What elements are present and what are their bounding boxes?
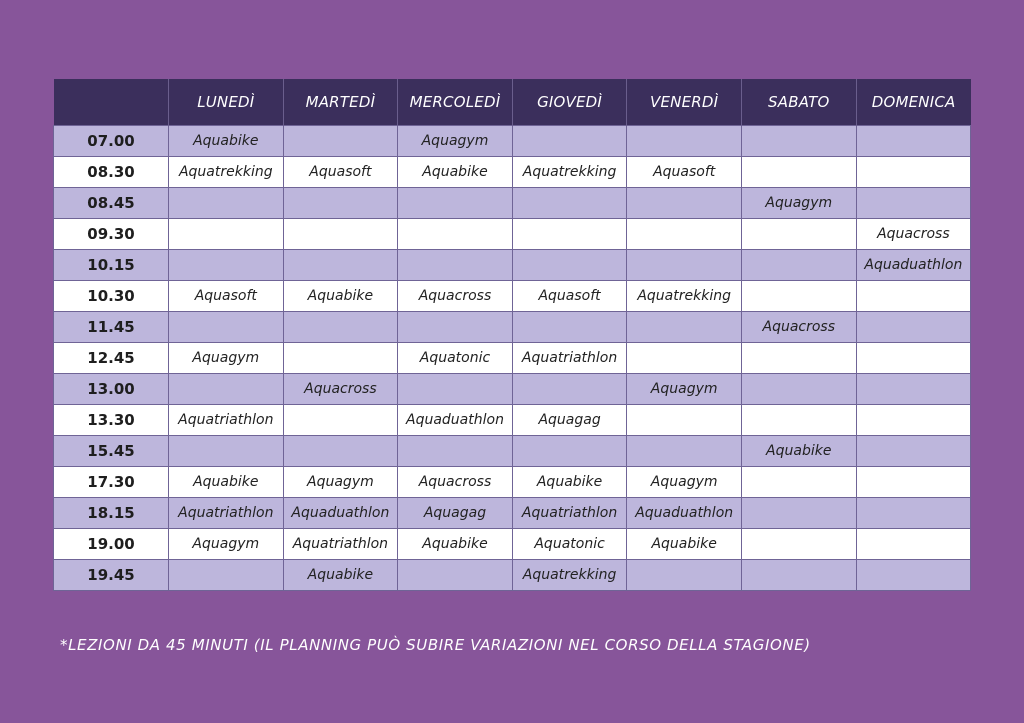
class-cell — [512, 374, 627, 405]
class-cell — [741, 560, 856, 591]
class-cell: Aquabike — [398, 157, 513, 188]
class-cell — [169, 436, 284, 467]
class-cell — [741, 126, 856, 157]
class-cell: Aquatonic — [398, 343, 513, 374]
class-cell — [856, 343, 971, 374]
table-row — [54, 126, 971, 157]
time-cell: 13.00 — [54, 374, 169, 405]
class-cell: Aquatrekking — [627, 281, 742, 312]
time-cell: 19.00 — [54, 529, 169, 560]
class-cell — [627, 343, 742, 374]
class-cell: Aquasoft — [512, 281, 627, 312]
class-cell: Aquatriathlon — [283, 529, 398, 560]
schedule-table — [53, 79, 971, 591]
class-cell — [856, 529, 971, 560]
class-cell — [741, 529, 856, 560]
class-cell: Aquaduathlon — [398, 405, 513, 436]
class-cell: Aquagym — [741, 188, 856, 219]
table-row — [54, 560, 971, 591]
header-day-monday: LUNEDÌ — [169, 79, 284, 126]
class-cell — [627, 250, 742, 281]
class-cell: Aquatriathlon — [512, 498, 627, 529]
time-cell: 10.15 — [54, 250, 169, 281]
class-cell: Aquagym — [169, 343, 284, 374]
table-row — [54, 219, 971, 250]
class-cell — [512, 250, 627, 281]
class-cell — [512, 126, 627, 157]
class-cell: Aquatrekking — [169, 157, 284, 188]
header-row — [54, 79, 971, 126]
class-cell — [283, 312, 398, 343]
class-cell — [856, 374, 971, 405]
header-day-sunday: DOMENICA — [856, 79, 971, 126]
table-row — [54, 250, 971, 281]
class-cell: Aquatriathlon — [169, 405, 284, 436]
time-cell: 08.30 — [54, 157, 169, 188]
class-cell: Aquagym — [627, 467, 742, 498]
class-cell — [283, 250, 398, 281]
table-row — [54, 343, 971, 374]
header-day-wednesday: MERCOLEDÌ — [398, 79, 513, 126]
header-time — [54, 79, 169, 126]
class-cell: Aquacross — [283, 374, 398, 405]
class-cell — [741, 281, 856, 312]
time-cell: 09.30 — [54, 219, 169, 250]
class-cell: Aquaduathlon — [856, 250, 971, 281]
class-cell — [398, 436, 513, 467]
class-cell — [398, 312, 513, 343]
class-cell: Aquabike — [169, 467, 284, 498]
class-cell: Aquasoft — [627, 157, 742, 188]
class-cell — [856, 157, 971, 188]
class-cell: Aquagym — [283, 467, 398, 498]
class-cell — [856, 560, 971, 591]
class-cell — [856, 126, 971, 157]
class-cell: Aquacross — [741, 312, 856, 343]
class-cell: Aquabike — [741, 436, 856, 467]
class-cell — [856, 188, 971, 219]
class-cell: Aquatriathlon — [169, 498, 284, 529]
class-cell — [512, 312, 627, 343]
header-day-saturday: SABATO — [741, 79, 856, 126]
schedule-body — [54, 126, 971, 591]
class-cell: Aquagag — [512, 405, 627, 436]
class-cell — [283, 343, 398, 374]
class-cell — [512, 188, 627, 219]
class-cell — [169, 560, 284, 591]
class-cell — [398, 560, 513, 591]
class-cell — [398, 188, 513, 219]
class-cell — [512, 436, 627, 467]
class-cell — [283, 405, 398, 436]
table-row — [54, 529, 971, 560]
class-cell — [741, 467, 856, 498]
class-cell — [856, 281, 971, 312]
footnote: *LEZIONI DA 45 MINUTI (IL PLANNING PUÒ SUBIRE VARIAZIONI NEL CORSO DELLA STAGIONE) — [60, 636, 811, 654]
class-cell — [856, 312, 971, 343]
class-cell — [627, 126, 742, 157]
class-cell: Aquacross — [856, 219, 971, 250]
header-day-tuesday: MARTEDÌ — [283, 79, 398, 126]
table-row — [54, 281, 971, 312]
class-cell: Aquaduathlon — [627, 498, 742, 529]
class-cell: Aquabike — [627, 529, 742, 560]
class-cell — [512, 219, 627, 250]
table-row — [54, 374, 971, 405]
class-cell — [741, 219, 856, 250]
class-cell — [627, 188, 742, 219]
class-cell — [283, 436, 398, 467]
class-cell: Aquaduathlon — [283, 498, 398, 529]
class-cell — [741, 498, 856, 529]
class-cell: Aquabike — [283, 560, 398, 591]
class-cell — [169, 188, 284, 219]
class-cell — [169, 374, 284, 405]
table-row — [54, 157, 971, 188]
class-cell: Aquatrekking — [512, 560, 627, 591]
table-row — [54, 405, 971, 436]
time-cell: 17.30 — [54, 467, 169, 498]
class-cell: Aquasoft — [283, 157, 398, 188]
class-cell — [398, 374, 513, 405]
class-cell — [856, 467, 971, 498]
time-cell: 13.30 — [54, 405, 169, 436]
class-cell — [169, 219, 284, 250]
class-cell — [283, 188, 398, 219]
class-cell — [283, 126, 398, 157]
class-cell — [856, 498, 971, 529]
class-cell: Aquatonic — [512, 529, 627, 560]
class-cell — [627, 219, 742, 250]
table-row — [54, 467, 971, 498]
class-cell: Aquagym — [398, 126, 513, 157]
class-cell — [398, 219, 513, 250]
class-cell — [741, 157, 856, 188]
class-cell: Aquasoft — [169, 281, 284, 312]
table-row — [54, 436, 971, 467]
time-cell: 19.45 — [54, 560, 169, 591]
class-cell: Aquagag — [398, 498, 513, 529]
class-cell — [856, 405, 971, 436]
header-day-thursday: GIOVEDÌ — [512, 79, 627, 126]
class-cell: Aquagym — [169, 529, 284, 560]
class-cell: Aquabike — [283, 281, 398, 312]
class-cell — [627, 405, 742, 436]
class-cell: Aquatrekking — [512, 157, 627, 188]
class-cell: Aquatriathlon — [512, 343, 627, 374]
time-cell: 11.45 — [54, 312, 169, 343]
time-cell: 18.15 — [54, 498, 169, 529]
class-cell: Aquabike — [169, 126, 284, 157]
class-cell — [398, 250, 513, 281]
class-cell — [627, 436, 742, 467]
class-cell: Aquabike — [512, 467, 627, 498]
class-cell — [741, 250, 856, 281]
time-cell: 12.45 — [54, 343, 169, 374]
header-day-friday: VENERDÌ — [627, 79, 742, 126]
class-cell — [169, 250, 284, 281]
time-cell: 07.00 — [54, 126, 169, 157]
class-cell — [741, 343, 856, 374]
class-cell: Aquacross — [398, 467, 513, 498]
class-cell — [741, 405, 856, 436]
time-cell: 08.45 — [54, 188, 169, 219]
class-cell — [627, 312, 742, 343]
class-cell — [741, 374, 856, 405]
class-cell: Aquabike — [398, 529, 513, 560]
table-row — [54, 498, 971, 529]
time-cell: 15.45 — [54, 436, 169, 467]
time-cell: 10.30 — [54, 281, 169, 312]
class-cell — [169, 312, 284, 343]
table-row — [54, 312, 971, 343]
class-cell — [856, 436, 971, 467]
class-cell: Aquagym — [627, 374, 742, 405]
class-cell — [627, 560, 742, 591]
class-cell: Aquacross — [398, 281, 513, 312]
table-row — [54, 188, 971, 219]
class-cell — [283, 219, 398, 250]
